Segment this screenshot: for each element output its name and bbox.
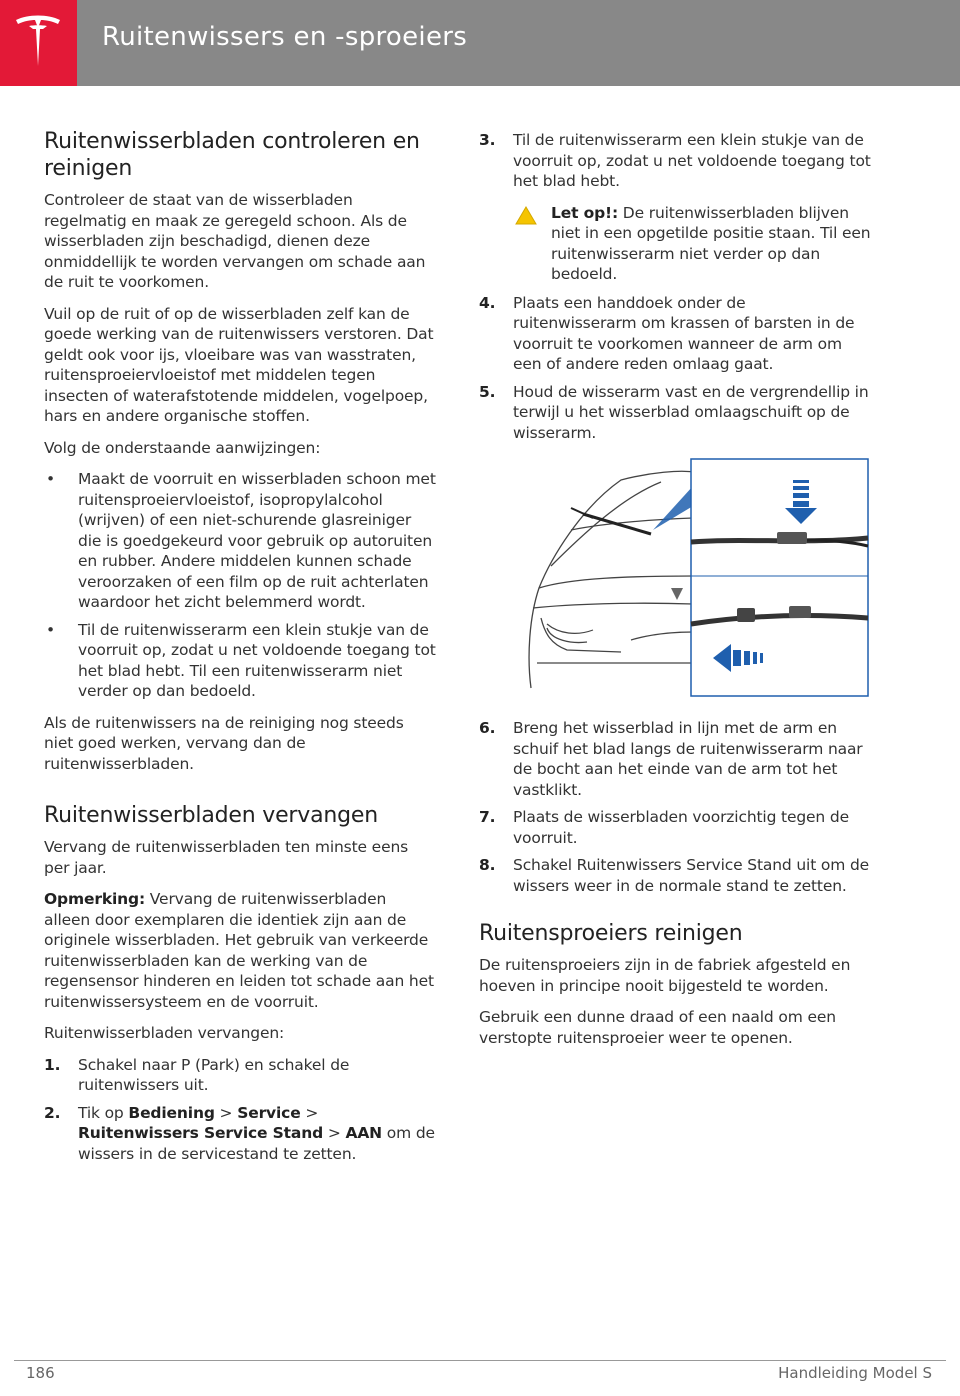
step-text: Schakel naar P (Park) en schakel de ruitenwissers uit.: [78, 1055, 350, 1094]
caution-box: [479, 203, 872, 285]
step-item: [44, 1103, 436, 1165]
paragraph: Controleer de staat van de wisserbladen regelmatig en maak ze geregeld schoon. Als de wisserbladen zijn beschadigd, dienen deze onmiddellijk te worden vervangen om schade aan de ruit te voorkomen.: [44, 191, 426, 291]
step-item: [479, 807, 872, 848]
section-heading-check-clean: Ruitenwisserbladen controleren en reinigen: [44, 129, 420, 181]
bullet-list: [44, 469, 436, 702]
menu-path-service: Service: [237, 1103, 301, 1122]
menu-path-service-stand: Ruitenwissers Service Stand: [78, 1124, 324, 1142]
step-number: 1.: [44, 1055, 61, 1074]
step-text: Plaats een handdoek onder de ruitenwisserarm om krassen of barsten in de voorruit te voorkomen wanneer de arm om een of andere reden omlaag gaat.: [513, 293, 855, 373]
section-heading-washers: Ruitensproeiers reinigen: [479, 921, 743, 946]
step-number: 6.: [479, 719, 496, 737]
section-heading-replace: Ruitenwisserbladen vervangen: [44, 803, 378, 828]
path-separator: >: [214, 1103, 238, 1122]
step-list: [479, 130, 872, 192]
page-title: Ruitenwissers en -sproeiers: [102, 22, 468, 52]
wiper-blade-diagram: [511, 458, 869, 698]
caution-triangle-icon: [515, 206, 537, 225]
step-item: [44, 1055, 436, 1096]
menu-path-aan: AAN: [345, 1124, 382, 1142]
page-number: 186: [26, 1364, 55, 1382]
step-item: [479, 130, 872, 192]
list-item: • Maakt de voorruit en wisserbladen schoon met ruitensproeiervloeistof, isopropylalcohol (wrijven) of een niet-schurende glasreiniger die is goedgekeurd voor gebruik op autoruiten en rubber. Andere middelen kunnen schade veroorzaken of een film op de ruit achterlaten waardoor het zicht belemmerd wordt.: [44, 469, 436, 613]
step-number: 2.: [44, 1103, 61, 1122]
caution-label: Let op!:: [551, 203, 619, 222]
note: [44, 889, 436, 1012]
step-item: [479, 382, 872, 444]
left-column: [44, 128, 436, 1175]
step-number: 7.: [479, 808, 496, 826]
paragraph: Vervang de ruitenwisserbladen ten minste eens per jaar.: [44, 838, 409, 877]
step-list: [479, 718, 872, 896]
step-number: 8.: [479, 856, 496, 874]
note-text: Vervang de ruitenwisserbladen alleen door exemplaren die identiek zijn aan de originele wisserbladen. Het gebruik van verkeerde ruitenwisserbladen kan de werking van de regensensor hinderen en leiden tot schade aan het ruitenwissersysteem en de voorruit.: [44, 890, 434, 1011]
paragraph: Volg de onderstaande aanwijzingen:: [44, 438, 321, 457]
step-number: 4.: [479, 293, 496, 312]
paragraph: Gebruik een dunne draad of een naald om een verstopte ruitensproeier weer te openen.: [479, 1008, 836, 1047]
path-separator: >: [323, 1124, 346, 1142]
step-text: Schakel Ruitenwissers Service Stand uit om de wissers weer in de normale stand te zetten.: [513, 856, 870, 895]
caution-text: De ruitenwisserbladen blijven niet in een opgetilde positie staan. Til een ruitenwisserarm niet verder op dan bedoeld.: [551, 203, 871, 283]
page-header: [0, 0, 960, 86]
step-text: Plaats de wisserbladen voorzichtig tegen de voorruit.: [513, 808, 849, 847]
tesla-logo: [0, 0, 77, 86]
step-text: Tik op: [78, 1103, 129, 1122]
paragraph: Ruitenwisserbladen vervangen:: [44, 1024, 285, 1042]
note-label: Opmerking:: [44, 890, 146, 908]
step-text: Til de ruitenwisserarm een klein stukje van de voorruit op, zodat u net voldoende toegang tot het blad hebt.: [513, 131, 871, 190]
step-text: Houd de wisserarm vast en de vergrendellip in terwijl u het wisserblad omlaagschuift op de wisserarm.: [513, 382, 869, 442]
wiper-diagram-svg: [511, 458, 869, 698]
footer-divider: [14, 1360, 946, 1361]
list-item: • Til de ruitenwisserarm een klein stukje van de voorruit op, zodat u net voldoende toegang tot het blad hebt. Til een ruitenwisserarm niet verder op dan bedoeld.: [44, 620, 436, 702]
step-text: Breng het wisserblad in lijn met de arm en schuif het blad langs de ruitenwisserarm naar de bocht aan het einde van de arm tot het vastklikt.: [513, 719, 863, 799]
step-list: [479, 293, 872, 444]
paragraph: Vuil op de ruit of op de wisserbladen zelf kan de goede werking van de ruitenwissers verstoren. Dat geldt ook voor ijs, vloeibare was van wasstraten, ruitensproeiervloeistof met middelen tegen insecten of waterafstotende middelen, vogelpoep, hars en andere organische stoffen.: [44, 304, 434, 425]
path-separator: >: [300, 1103, 319, 1122]
step-item: [479, 855, 872, 896]
paragraph: Als de ruitenwissers na de reiniging nog steeds niet goed werken, vervang dan de ruitenwisserbladen.: [44, 713, 404, 773]
step-number: 3.: [479, 131, 496, 149]
step-item: [479, 293, 872, 375]
step-list: [44, 1055, 436, 1165]
manual-name: Handleiding Model S: [778, 1364, 932, 1382]
menu-path-bediening: Bediening: [128, 1103, 215, 1122]
step-item: [479, 718, 872, 800]
step-number: 5.: [479, 382, 496, 401]
step-text: om de wissers in de servicestand te zetten.: [78, 1124, 435, 1163]
paragraph: De ruitensproeiers zijn in de fabriek afgesteld en hoeven in principe nooit bijgesteld te worden.: [479, 956, 851, 995]
tesla-logo-icon: [12, 14, 64, 72]
